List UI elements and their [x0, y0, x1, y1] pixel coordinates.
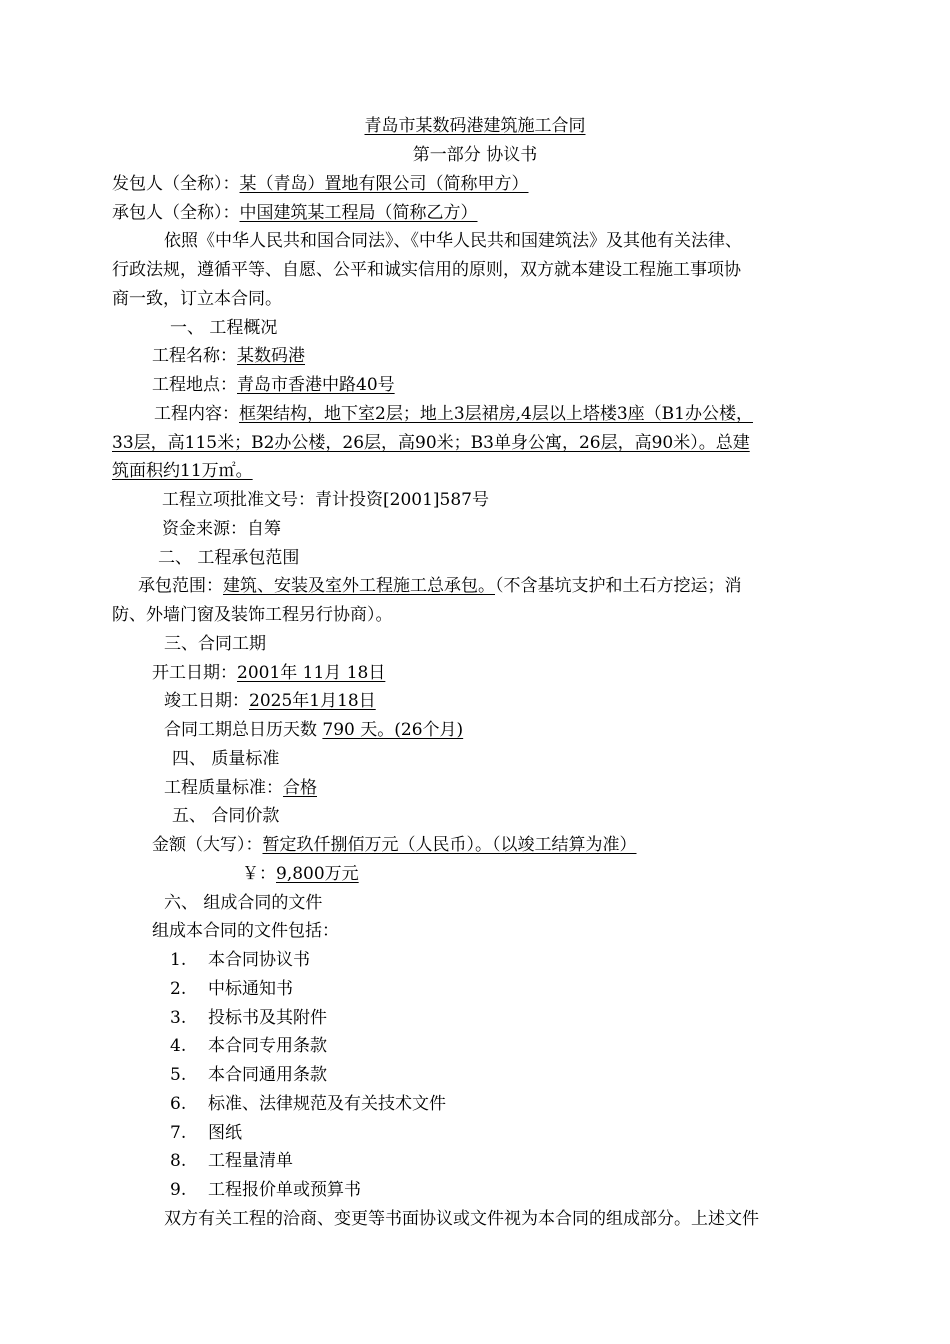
project-content-label: 工程内容：	[154, 404, 239, 424]
amount-words-value: 暂定玖仟捌佰万元（人民币）。（以竣工结算为准）	[262, 835, 637, 855]
project-content-line-2: 33层，高115米；B2办公楼，26层，高90米；B3单身公寓，26层，高90米）。总建	[112, 433, 750, 453]
section4-heading: 四、 质量标准	[172, 749, 280, 769]
contract-title: 青岛市某数码港建筑施工合同	[364, 116, 586, 136]
scope-line-1	[138, 572, 742, 601]
employer-line	[112, 170, 529, 199]
intro-line-2: 行政法规，遵循平等、自愿、公平和诚实信用的原则，双方就本建设工程施工事项协	[112, 260, 741, 280]
scope-note: （不含基坑支护和土石方挖运；消	[495, 576, 742, 596]
list-item-number: 6.	[170, 1094, 187, 1114]
list-item-number: 1.	[170, 950, 187, 970]
section5-heading: 五、 合同价款	[172, 806, 280, 826]
list-item-number: 4.	[170, 1036, 187, 1056]
list-item	[170, 1176, 361, 1205]
list-item-text: 图纸	[208, 1123, 242, 1143]
list-item-number: 5.	[170, 1065, 187, 1085]
section2-heading: 二、 工程承包范围	[158, 548, 300, 568]
list-item	[170, 1032, 327, 1061]
scope-value: 建筑、安装及室外工程施工总承包。	[223, 576, 495, 596]
list-item-text: 工程量清单	[208, 1151, 293, 1171]
list-item-text: 本合同协议书	[208, 950, 310, 970]
list-item-number: 9.	[170, 1180, 187, 1200]
documents-intro: 组成本合同的文件包括：	[152, 921, 339, 941]
start-date-line	[152, 659, 385, 688]
list-item	[170, 975, 293, 1004]
list-item	[170, 1061, 327, 1090]
employer-value: 某（青岛）置地有限公司（简称甲方）	[239, 174, 529, 194]
project-location-label: 工程地点：	[152, 375, 237, 395]
end-date-value: 2025年1月18日	[249, 691, 376, 711]
section1-heading: 一、 工程概况	[170, 318, 278, 338]
start-date-value: 2001年 11月 18日	[237, 663, 386, 683]
list-item-text: 本合同专用条款	[208, 1036, 327, 1056]
scope-line-2: 防、外墙门窗及装饰工程另行协商）。	[112, 605, 393, 625]
list-item-text: 标准、法律规范及有关技术文件	[208, 1094, 446, 1114]
contractor-value: 中国建筑某工程局（简称乙方）	[239, 203, 478, 223]
contract-subtitle: 第一部分 协议书	[412, 145, 538, 165]
project-content-line-3: 筑面积约11万㎡。	[112, 461, 253, 481]
quality-label: 工程质量标准：	[164, 778, 283, 798]
list-item	[170, 1004, 327, 1033]
project-location-value: 青岛市香港中路40号	[237, 375, 395, 395]
end-date-label: 竣工日期：	[164, 691, 249, 711]
list-item	[170, 1090, 446, 1119]
end-date-line	[164, 687, 376, 716]
duration-value: 790 天。(26个月)	[322, 720, 464, 740]
section3-heading: 三、合同工期	[164, 634, 266, 654]
list-item-text: 投标书及其附件	[208, 1008, 327, 1028]
employer-label: 发包人（全称）：	[112, 174, 240, 194]
quality-line	[164, 774, 317, 803]
approval-number: 工程立项批准文号：青计投资[2001]587号	[162, 490, 489, 510]
list-item	[170, 1147, 293, 1176]
list-item-text: 工程报价单或预算书	[208, 1180, 361, 1200]
list-item-number: 2.	[170, 979, 187, 999]
project-name-label: 工程名称：	[152, 346, 237, 366]
duration-line	[164, 716, 463, 745]
project-content-value-1: 框架结构，地下室2层；地上3层裙房,4层以上塔楼3座（B1办公楼，	[239, 404, 753, 424]
amount-number-value: 9,800万元	[276, 864, 359, 884]
section6-heading: 六、 组成合同的文件	[164, 893, 323, 913]
amount-words-label: 金额（大写）：	[152, 835, 263, 855]
scope-label: 承包范围：	[138, 576, 223, 596]
amount-words-line	[152, 831, 637, 860]
project-name-line	[152, 342, 305, 371]
project-name-value: 某数码港	[237, 346, 305, 366]
amount-number-label: ￥：	[242, 864, 276, 884]
list-item-number: 3.	[170, 1008, 187, 1028]
intro-line-1: 依照《中华人民共和国合同法》、《中华人民共和国建筑法》及其他有关法律、	[164, 231, 742, 251]
list-item	[170, 946, 310, 975]
duration-label: 合同工期总日历天数	[164, 720, 323, 740]
amount-number-line	[242, 860, 359, 889]
list-item-number: 7.	[170, 1123, 187, 1143]
list-item-number: 8.	[170, 1151, 187, 1171]
list-item-text: 中标通知书	[208, 979, 293, 999]
contractor-label: 承包人（全称）：	[112, 203, 240, 223]
project-location-line	[152, 371, 395, 400]
documents-closing: 双方有关工程的洽商、变更等书面协议或文件视为本合同的组成部分。上述文件	[164, 1209, 759, 1229]
funding-source: 资金来源：自筹	[162, 519, 281, 539]
start-date-label: 开工日期：	[152, 663, 237, 683]
list-item	[170, 1119, 242, 1148]
contractor-line	[112, 199, 478, 228]
quality-value: 合格	[283, 778, 317, 798]
intro-line-3: 商一致，订立本合同。	[112, 289, 282, 309]
project-content-line-1	[154, 400, 753, 429]
list-item-text: 本合同通用条款	[208, 1065, 327, 1085]
